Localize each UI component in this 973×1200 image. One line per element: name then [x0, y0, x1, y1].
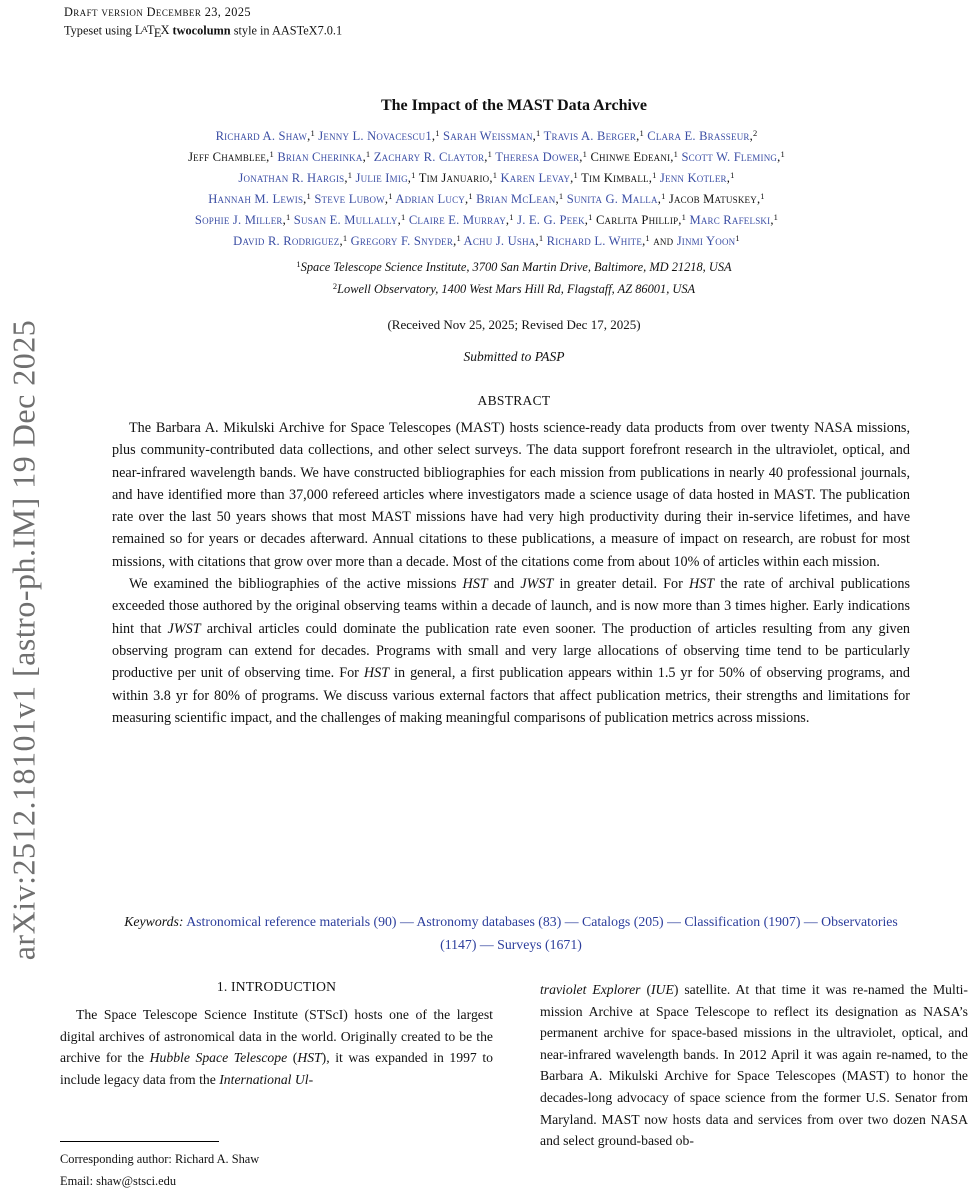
- email-link[interactable]: shaw@stsci.edu: [96, 1173, 177, 1188]
- author-separator: ,: [584, 213, 589, 227]
- author-affiliation-number: 1: [661, 191, 666, 202]
- author-affiliation-number: 1: [388, 191, 393, 202]
- abstract-segment: JWST: [167, 620, 201, 637]
- author-name[interactable]: David R. Rodriguez: [233, 234, 340, 248]
- abstract-segment: in greater detail. For: [553, 576, 689, 593]
- latex-x: X: [160, 23, 170, 38]
- received-revised-dates: (Received Nov 25, 2025; Revised Dec 17, 2025): [387, 317, 641, 332]
- author-line: [15, 231, 958, 252]
- author-name[interactable]: Travis A. Berger: [543, 129, 637, 143]
- affiliation-text: Space Telescope Science Institute, 3700 San Martin Drive, Baltimore, MD 21218, USA: [300, 260, 732, 274]
- author-affiliation-number: 1: [673, 149, 679, 160]
- author-separator: ,: [407, 171, 412, 185]
- author-name[interactable]: Hannah M. Lewis: [208, 192, 304, 206]
- author-affiliation-number: 2: [752, 128, 758, 139]
- email-line: [60, 1171, 490, 1193]
- author-affiliation-number: 1: [269, 149, 274, 160]
- submitted-journal: Submitted to PASP: [463, 349, 565, 364]
- author-name: Chinwe Edeani: [590, 150, 671, 164]
- author-name[interactable]: Sunita G. Malla: [566, 192, 658, 206]
- email-label: Email:: [60, 1173, 97, 1188]
- author-affiliation-number: 1: [645, 233, 650, 244]
- keywords-label: Keywords:: [124, 914, 184, 929]
- two-column-body: [60, 979, 968, 1152]
- author-name[interactable]: Richard A. Shaw: [215, 129, 308, 143]
- affiliation-number: 2: [332, 281, 338, 292]
- affiliation-list: [60, 256, 968, 300]
- author-separator: ,: [777, 150, 781, 164]
- abstract-segment: the rate of archival publications exceeded those authored by the original observing teams within a decade of launch, and is now more than 3 times higher. Early indications hint that: [112, 576, 910, 637]
- left-column: [60, 979, 493, 1152]
- author-name[interactable]: Jinmi Yoon: [676, 234, 736, 248]
- keyword-link[interactable]: Surveys (1671): [497, 936, 582, 952]
- abstract-body: [112, 417, 910, 729]
- author-affiliation-number: 1: [411, 170, 416, 181]
- author-name[interactable]: Sarah Weissman: [443, 129, 533, 143]
- abstract-segment: We examined the bibliographies of the active missions: [129, 576, 463, 593]
- author-affiliation-number: 1: [310, 128, 315, 139]
- abstract-segment: HST: [688, 576, 715, 593]
- affiliation-line: [60, 278, 968, 300]
- affiliation-number: 1: [296, 259, 301, 270]
- author-line: [15, 168, 958, 189]
- author-name[interactable]: Jenn Kotler: [659, 171, 727, 185]
- author-name[interactable]: Achu J. Usha: [463, 234, 536, 248]
- author-line: [15, 126, 958, 147]
- abstract-segment: and: [487, 576, 521, 593]
- author-name[interactable]: Brian Cherinka: [277, 150, 363, 164]
- author-line: [15, 210, 958, 231]
- author-affiliation-number: 1: [582, 149, 588, 160]
- typeset-suffix: style in AASTeX7.0.1: [230, 23, 343, 38]
- abstract-segment: The Barbara A. Mikulski Archive for Space Telescopes (MAST) hosts science-ready data products from over twenty NASA missions, plus community-contributed data collections, and other select surveys. The data support forefront research in the ultraviolet, optical, and near-infrared wavelength bands. We have constructed bibliographies for each mission from publications in nearly 40 professional journals, and have identified more than 37,000 refereed articles where investigators made a science usage of data hosted in MAST. The publication rate over the last 50 years shows that most MAST missions have had very high productivity during their in-service lifetimes, and have remained so for years or decades afterward. Annual citations to these publications, a measure of impact on research, are robust for most missions, with citations that grow over more than a decade. Most of the citations come from about 10% of articles within each mission.: [112, 420, 910, 570]
- footnote-rule: [60, 1141, 219, 1142]
- keywords-block: [112, 911, 910, 956]
- author-separator: ,: [484, 150, 488, 164]
- author-affiliation-number: 1: [509, 212, 514, 223]
- author-name[interactable]: Marc Rafelski: [689, 213, 771, 227]
- author-separator: ,: [642, 234, 646, 248]
- intro-left-segment: Hubble Space Telescope: [149, 1050, 288, 1066]
- author-line: [15, 189, 958, 210]
- author-separator: ,: [726, 171, 731, 185]
- author-separator: ,: [384, 192, 389, 206]
- author-affiliation-number: 1: [536, 128, 541, 139]
- intro-right-segment: traviolet Explorer: [540, 982, 641, 997]
- author-affiliation-number: 1: [347, 170, 353, 181]
- author-name[interactable]: Theresa Dower: [495, 150, 580, 164]
- keyword-link[interactable]: Astronomy databases (83): [416, 914, 562, 929]
- author-separator: ,: [465, 192, 469, 206]
- keyword-link[interactable]: Astronomical reference materials (90): [186, 914, 397, 929]
- author-affiliation-number: 1: [588, 212, 593, 223]
- author-separator: ,: [636, 129, 640, 143]
- author-separator: ,: [670, 150, 674, 164]
- author-affiliation-number: 1: [365, 149, 371, 160]
- abstract-paragraph: [112, 417, 910, 573]
- author-separator: ,: [282, 213, 286, 227]
- author-separator: ,: [344, 171, 348, 185]
- author-affiliation-number: 1: [780, 149, 785, 160]
- abstract-segment: archival articles could dominate the publication rate even sooner. The production of articles resulting from any given observing program can extend for decades. Programs with small and very large allocations of observing time tend to be particularly productive per unit of observing time. For: [112, 620, 910, 682]
- draft-version-line: Draft version December 23, 2025: [64, 5, 251, 19]
- author-separator: ,: [339, 234, 343, 248]
- author-line: [15, 147, 958, 168]
- intro-left-segment: ), it was expanded in 1997 to include legacy data from the: [60, 1050, 493, 1087]
- keyword-separator: —: [800, 914, 822, 929]
- author-affiliation-number: 1: [652, 170, 657, 181]
- author-affiliation-number: 1: [538, 233, 544, 244]
- author-separator: ,: [303, 192, 307, 206]
- author-name: Tim Kimball: [581, 171, 649, 185]
- author-separator: ,: [657, 192, 662, 206]
- author-name[interactable]: Steve Lubow: [314, 192, 385, 206]
- author-separator: ,: [770, 213, 774, 227]
- abstract-segment: HST: [462, 576, 488, 593]
- typeset-prefix: Typeset using: [64, 23, 135, 38]
- latex-l: L: [134, 23, 143, 38]
- author-name[interactable]: J. E. G. Peek: [517, 213, 585, 227]
- affiliation-line: [60, 256, 968, 278]
- author-affiliation-number: 1: [760, 191, 765, 202]
- keyword-separator: —: [396, 914, 417, 929]
- author-name[interactable]: Claire E. Murray: [408, 213, 506, 227]
- author-affiliation-number: 1: [735, 233, 740, 244]
- author-name[interactable]: Clara E. Brasseur: [647, 129, 750, 143]
- introduction-paragraph-left: [60, 1004, 493, 1090]
- intro-left-segment: The Space Telescope Science Institute (STScI) hosts one of the largest digital archives of astronomical data in the world. Originally created to be the archive for the: [60, 1007, 493, 1066]
- author-affiliation-number: 1: [681, 212, 687, 223]
- author-name[interactable]: Adrian Lucy: [395, 192, 465, 206]
- author-connector: and: [653, 234, 677, 248]
- keyword-link[interactable]: Classification (1907): [684, 914, 801, 929]
- keyword-link[interactable]: Catalogs (205): [582, 914, 664, 929]
- author-name[interactable]: Gregory F. Snyder: [350, 234, 454, 248]
- abstract-segment: JWST: [520, 576, 554, 593]
- author-affiliation-number: 1: [456, 233, 461, 244]
- keyword-link[interactable]: Observatories (1147): [440, 914, 898, 952]
- author-name: Jacob Matuskey: [668, 192, 757, 206]
- section-heading-introduction: 1. INTRODUCTION: [216, 979, 337, 994]
- author-affiliation-number: 1: [639, 128, 644, 139]
- introduction-paragraph-right: [540, 979, 968, 1152]
- author-name[interactable]: Jonathan R. Hargis: [238, 171, 345, 185]
- latex-e: E: [153, 26, 162, 41]
- corresponding-author-line: Corresponding author: Richard A. Shaw: [60, 1152, 260, 1166]
- author-affiliation-number: 1: [468, 191, 473, 202]
- author-separator: ,: [489, 171, 493, 185]
- author-separator: ,: [756, 192, 761, 206]
- author-separator: ,: [532, 129, 537, 143]
- author-name: Jeff Chamblee: [188, 150, 267, 164]
- author-separator: ,: [397, 213, 401, 227]
- author-name[interactable]: Zachary R. Claytor: [373, 150, 485, 164]
- author-name[interactable]: Brian McLean: [476, 192, 556, 206]
- paper-title: The Impact of the MAST Data Archive: [380, 97, 648, 114]
- intro-left-segment: HST: [297, 1050, 322, 1066]
- corresponding-author-footnote: [60, 1141, 490, 1192]
- author-affiliation-number: 1: [558, 191, 564, 202]
- author-affiliation-number: 1: [306, 191, 311, 202]
- intro-right-segment: (: [640, 982, 651, 997]
- author-separator: ,: [266, 150, 270, 164]
- author-separator: ,: [749, 129, 753, 143]
- arxiv-watermark: arXiv:2512.18101v1 [astro-ph.IM] 19 Dec 2025: [5, 319, 42, 961]
- author-name[interactable]: Karen Levay: [500, 171, 571, 185]
- author-name[interactable]: Jenny L. Novacescu1: [318, 129, 432, 143]
- author-separator: ,: [431, 129, 436, 143]
- intro-left-segment: International Ul-: [219, 1071, 314, 1087]
- author-name: Carlita Phillip: [595, 213, 679, 227]
- author-affiliation-number: 1: [773, 212, 779, 223]
- author-separator: ,: [648, 171, 653, 185]
- latex-logo: [134, 23, 170, 41]
- author-separator: ,: [579, 150, 583, 164]
- author-separator: ,: [570, 171, 574, 185]
- author-list: [15, 126, 958, 252]
- keyword-separator: —: [476, 936, 498, 952]
- author-affiliation-number: 1: [435, 128, 440, 139]
- author-name[interactable]: Susan E. Mullally: [293, 213, 398, 227]
- affiliation-text: Lowell Observatory, 1400 West Mars Hill Rd, Flagstaff, AZ 86001, USA: [337, 282, 696, 296]
- typeset-line: [64, 21, 342, 42]
- author-name[interactable]: Sophie J. Miller: [194, 213, 283, 227]
- author-name[interactable]: Richard L. White: [546, 234, 643, 248]
- abstract-segment: HST: [363, 665, 390, 682]
- intro-right-segment: ) satellite. At that time it was re-named the Multi-mission Archive at Space Telescope to reflect its designation as NASA’s permanent archive for space-based missions in the ultraviolet, optical, and near-infrared wavelength bands. In 2012 April it was again re-named, to the Barbara A. Mikulski Archive for Space Telescopes (MAST) to honor the decades-long advocacy of space science from the former U.S. Senator from Maryland. MAST now hosts data and services from over two dozen NASA and select ground-based ob-: [540, 982, 968, 1149]
- author-affiliation-number: 1: [342, 233, 348, 244]
- author-affiliation-number: 1: [492, 170, 498, 181]
- author-name: Tim Januario: [418, 171, 490, 185]
- author-name[interactable]: Julie Imig: [355, 171, 408, 185]
- author-separator: ,: [362, 150, 366, 164]
- intro-left-segment: (: [287, 1050, 298, 1066]
- abstract-heading: ABSTRACT: [477, 393, 551, 408]
- latex-a: A: [141, 24, 148, 34]
- latex-t: T: [147, 23, 155, 38]
- abstract-paragraph: [112, 573, 910, 729]
- typeset-style-name: twocolumn: [169, 23, 231, 38]
- author-separator: ,: [555, 192, 559, 206]
- keyword-separator: —: [561, 914, 582, 929]
- right-column: [540, 979, 968, 1152]
- intro-right-segment: IUE: [651, 982, 674, 997]
- draft-header: [64, 4, 342, 42]
- author-name[interactable]: Scott W. Fleming: [681, 150, 778, 164]
- keyword-separator: —: [663, 914, 685, 929]
- author-affiliation-number: 1: [487, 149, 493, 160]
- author-affiliation-number: 1: [285, 212, 291, 223]
- author-affiliation-number: 1: [573, 170, 578, 181]
- author-separator: ,: [535, 234, 539, 248]
- author-separator: ,: [678, 213, 682, 227]
- author-separator: ,: [505, 213, 510, 227]
- author-separator: ,: [307, 129, 311, 143]
- abstract-segment: in general, a first publication appears within 1.5 yr for 50% of observing programs, and within 3.8 yr for 80% of programs. We discuss various external factors that affect publication metrics, their strengths and limitations for measuring scientific impact, and the challenges of making meaningful comparisons of publication metrics across missions.: [112, 665, 910, 726]
- author-separator: ,: [453, 234, 457, 248]
- author-affiliation-number: 1: [730, 170, 735, 181]
- author-affiliation-number: 1: [401, 212, 406, 223]
